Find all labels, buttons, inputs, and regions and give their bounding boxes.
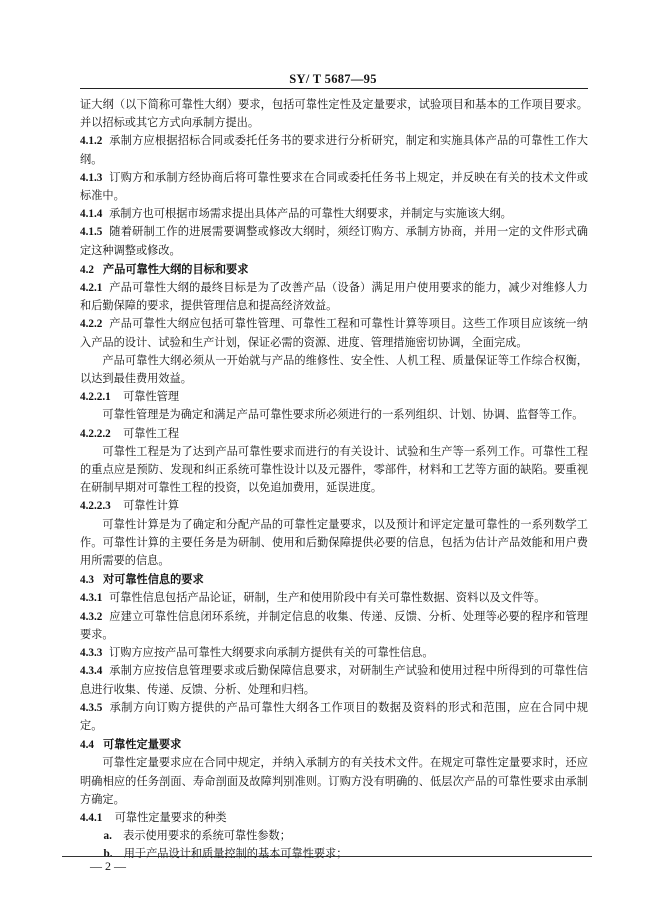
section-heading-4-4: [80, 735, 588, 754]
clause-number: 4.2.2: [80, 318, 103, 331]
clause-4-3-2: [80, 608, 588, 644]
paragraph-4-2-2-2: 可靠性工程是为了达到产品可靠性要求而进行的有关设计、试验和生产等一系列工作。可靠性工程的重点应是预防、发现和纠正系统可靠性设计以及元器件，零部件，材料和工艺等方面的缺陷。要重视在研制早期对可靠性工程的投资，以免追加费用，延误进度。: [80, 444, 588, 495]
clause-4-1-3: [80, 169, 588, 205]
list-marker: a.: [103, 830, 112, 843]
subsection-title: 可靠性工程: [123, 426, 180, 440]
clause-text: 承制方应按信息管理要求或后勤保障信息要求，对研制生产试验和使用过程中所得到的可靠性信息进行收集、传递、反馈、分析、处理和归档。: [80, 664, 588, 696]
clause-text: 产品可靠性大纲应包括可靠性管理、可靠性工程和可靠性计算等项目。这些工作项目应该统一纳入产品的设计、试验和生产计划，保证必需的资源、进度、管理措施密切协调，全面完成。: [80, 317, 588, 349]
subsection-number: 4.2.2.2: [80, 427, 111, 440]
list-item-b: [80, 845, 588, 863]
clause-number: 4.3.2: [80, 610, 103, 623]
section-number: 4.4: [80, 739, 94, 752]
section-title: 对可靠性信息的要求: [102, 572, 204, 587]
footer-rule: [62, 856, 592, 857]
clause-4-3-5: [80, 699, 588, 735]
clause-number: 4.3.1: [80, 592, 103, 605]
section-number: 4.3: [80, 574, 94, 587]
document-body: [80, 96, 588, 864]
list-item-text: 用于产品设计和质量控制的基本可靠性要求；: [123, 847, 348, 861]
clause-4-3-3: [80, 644, 588, 662]
paragraph-4-2-2-3: 可靠性计算是为了确定和分配产品的可靠性定量要求，以及预计和评定定量可靠性的一系列数学工作。可靠性计算的主要任务是为研制、使用和后勤保障提供必要的信息，包括为估计产品效能和用户费用所需要的信息。: [80, 517, 588, 568]
clause-text: 承制方也可根据市场需求提出具体产品的可靠性大纲要求，并制定与实施该大纲。: [109, 207, 512, 221]
paragraph-4-2-2-1: 可靠性管理是为确定和满足产品可靠性要求所必须进行的一系列组织、计划、协调、监督等工作。: [102, 408, 584, 422]
subsection-title: 可靠性管理: [123, 390, 180, 404]
subsection-title: 可靠性定量要求的种类: [114, 810, 227, 824]
clause-number: 4.1.3: [80, 171, 103, 184]
clause-number: 4.1.2: [80, 135, 103, 148]
clause-4-3-4: [80, 662, 588, 698]
subsection-heading-4-2-2-2: [80, 425, 588, 443]
subsection-number: 4.2.2.1: [80, 391, 111, 404]
list-marker: b.: [103, 848, 113, 861]
clause-4-1-4: [80, 205, 588, 223]
list-item-text: 表示使用要求的系统可靠性参数；: [123, 829, 291, 843]
clause-text: 应建立可靠性信息闭环系统，并制定信息的收集、传递、反馈、分析、处理等必要的程序和管理要求。: [80, 609, 588, 641]
clause-number: 4.1.4: [80, 208, 103, 221]
clause-text: 承制方应根据招标合同或委托任务书的要求进行分析研究，制定和实施具体产品的可靠性工作大纲。: [80, 134, 588, 166]
clause-number: 4.1.5: [80, 226, 103, 239]
paragraph-continued: 证大纲（以下简称可靠性大纲）要求，包括可靠性定性及定量要求，试验项目和基本的工作项目要求。并以招标或其它方式向承制方提出。: [80, 98, 588, 130]
clause-number: 4.2.1: [80, 282, 103, 295]
subsection-number: 4.2.2.3: [80, 500, 111, 513]
subsection-heading-4-2-2-1: [80, 388, 588, 406]
clause-number: 4.3.3: [80, 647, 103, 660]
section-title: 产品可靠性大纲的目标和要求: [102, 261, 249, 276]
clause-text: 可靠性信息包括产品论证，研制，生产和使用阶段中有关可靠性数据、资料以及文件等。: [109, 591, 546, 605]
section-number: 4.2: [80, 263, 94, 276]
clause-text: 订购方和承制方经协商后将可靠性要求在合同或委托任务书上规定，并反映在有关的技术文件或标准中。: [80, 170, 588, 203]
clause-4-1-5: [80, 223, 588, 259]
clause-text: 产品可靠性大纲的最终目标是为了改善产品（设备）满足用户使用要求的能力，减少对维修人力和后勤保障的要求，提供管理信息和提高经济效益。: [80, 281, 588, 313]
clause-text: 随着研制工作的进展需要调整或修改大纲时，须经订购方、承制方协商，并用一定的文件形式确定这种调整或修改。: [80, 225, 588, 257]
clause-4-2-1: [80, 279, 588, 315]
list-item-a: [80, 827, 588, 845]
header-rule: [80, 88, 588, 89]
clause-number: 4.3.4: [80, 665, 103, 678]
subsection-heading-4-2-2-3: [80, 497, 588, 515]
paragraph-4-2-2-continued: 产品可靠性大纲必须从一开始就与产品的维修性、安全性、人机工程、质量保证等工作综合权衡，以达到最佳费用效益。: [80, 353, 588, 386]
clause-4-1-2: [80, 132, 588, 168]
clause-number: 4.3.5: [80, 701, 103, 714]
section-title: 可靠性定量要求: [102, 737, 182, 752]
section-heading-4-2: [80, 260, 588, 279]
paragraph-4-4: 可靠性定量要求应在合同中规定，并纳入承制方的有关技术文件。在规定可靠性定量要求时，还应明确相应的任务剖面、寿命剖面及故障判别准则。订购方没有明确的、低层次产品的可靠性要求由承制方确定。: [80, 756, 588, 806]
clause-4-2-2: [80, 315, 588, 351]
section-heading-4-3: [80, 570, 588, 589]
standard-code-header: SY/ T 5687—95: [289, 72, 377, 86]
clause-4-3-1: [80, 589, 588, 607]
subsection-number: 4.4.1: [80, 811, 103, 824]
clause-text: 订购方应按产品可靠性大纲要求向承制方提供有关的可靠性信息。: [109, 646, 434, 660]
subsection-heading-4-4-1: [80, 809, 588, 827]
page-number: — 2 —: [90, 859, 126, 873]
clause-text: 承制方向订购方提供的产品可靠性大纲各工作项目的数据及资料的形式和范围，应在合同中规定。: [80, 700, 588, 732]
subsection-title: 可靠性计算: [123, 499, 180, 513]
